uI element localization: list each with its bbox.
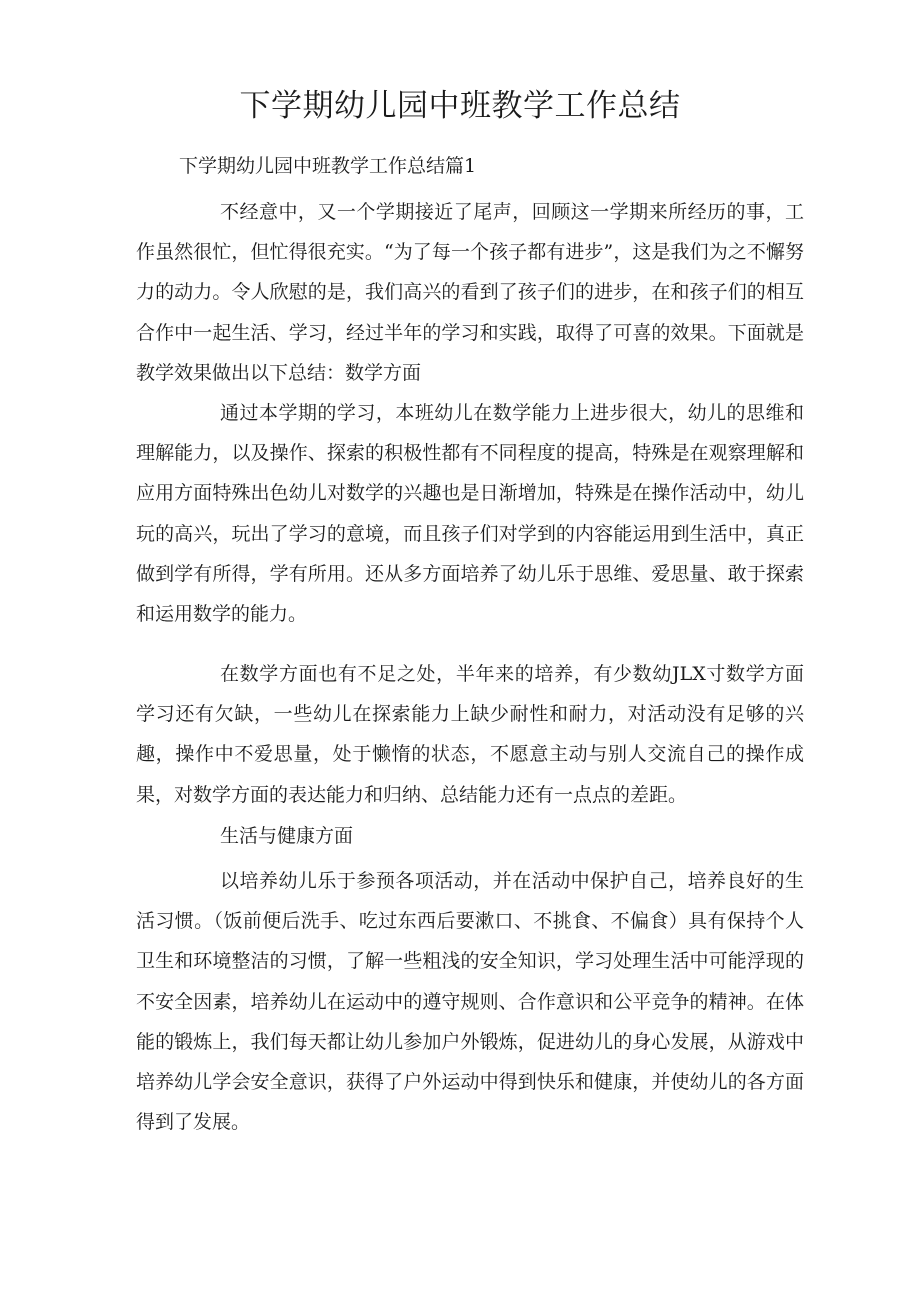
paragraph-math-shortcomings	[136, 654, 804, 815]
paragraph-text: 以培养幼儿乐于参预各项活动，并在活动中保护自己，培养良好的生活习惯。（饭前便后洗手、吃过东西后要漱口、不挑食、不偏食）具有保持个人卫生和环境整洁的习惯，了解一些粗浅的安全知识，学习处理生活中可能浮现的不安全因素，培养幼儿在运动中的遵守规则、合作意识和公平竞争的精神。在体能的锻炼上，我们每天都让幼儿参加户外锻炼，促进幼儿的身心发展，从游戏中培养幼儿学会安全意识，获得了户外运动中得到快乐和健康，并使幼儿的各方面得到了发展。	[136, 870, 804, 1134]
document-title: 下学期幼儿园中班教学工作总结	[239, 88, 681, 124]
paragraph-math-progress	[136, 393, 804, 634]
paragraph-text: 在数学方面也有不足之处，半年来的培养，有少数幼JLX寸数学方面学习还有欠缺，一些幼儿在探索能力上缺少耐性和耐力，对活动没有足够的兴趣，操作中不爱思量，处于懒惰的状态，不愿意主动与别人交流自己的操作成果，对数学方面的表达能力和归纳、总结能力还有一点点的差距。	[136, 663, 804, 806]
section-heading-health	[136, 816, 804, 856]
section-heading-text: 生活与健康方面	[220, 825, 354, 847]
paragraph-text: 不经意中，又一个学期接近了尾声，回顾这一学期来所经历的事，工作虽然很忙，但忙得很充实。“为了每一个孩子都有进步”，这是我们为之不懈努力的动力。令人欣慰的是，我们高兴的看到了孩子们的进步，在和孩子们的相互合作中一起生活、学习，经过半年的学习和实践，取得了可喜的效果。下面就是教学效果做出以下总结：数学方面	[136, 201, 804, 384]
paragraph-health	[136, 861, 804, 1142]
document-subtitle: 下学期幼儿园中班教学工作总结篇1	[179, 155, 477, 177]
paragraph-text: 通过本学期的学习，本班幼儿在数学能力上进步很大，幼儿的思维和理解能力，以及操作、探索的积极性都有不同程度的提高，特殊是在观察理解和应用方面特殊出色幼儿对数学的兴趣也是日渐增加，特殊是在操作活动中，幼儿玩的高兴，玩出了学习的意境，而且孩子们对学到的内容能运用到生活中，真正做到学有所得，学有所用。还从多方面培养了幼儿乐于思维、爱思量、敢于探索和运用数学的能力。	[136, 402, 804, 626]
paragraph-intro	[136, 192, 804, 393]
